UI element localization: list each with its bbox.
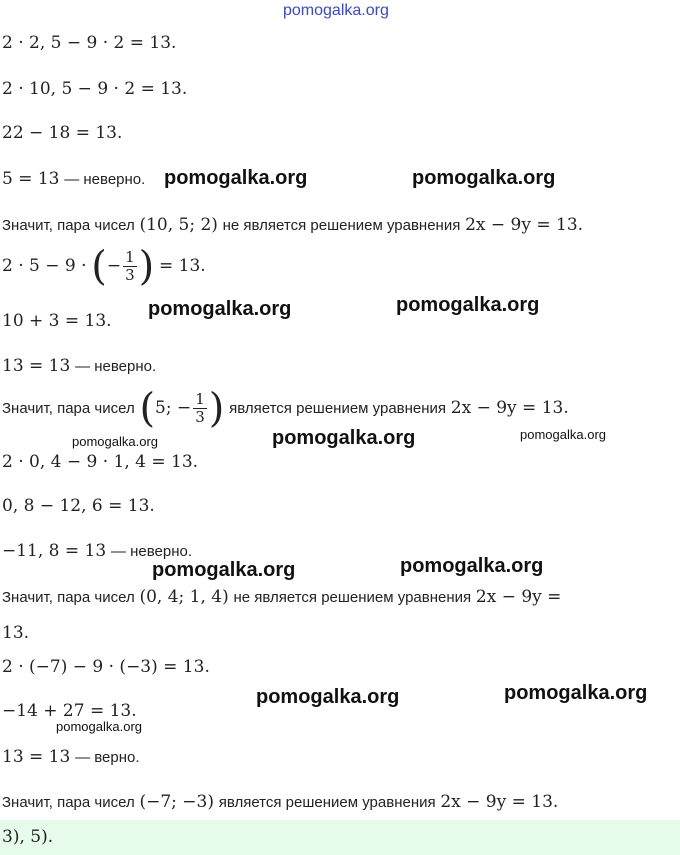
equation-line: −11, 8 = 13 — неверно. bbox=[2, 541, 192, 561]
watermark: pomogalka.org bbox=[148, 298, 292, 320]
watermark: pomogalka.org bbox=[396, 294, 540, 316]
equation-line: 5 = 13 — неверно. bbox=[2, 169, 146, 189]
conclusion-line: Значит, пара чисел (5; − $\frac{1}{3}$ ) является решением уравнения 2x − 9y = 13. bbox=[2, 385, 569, 432]
equation-line: 2 · 2, 5 − 9 · 2 = 13. bbox=[2, 33, 177, 53]
equation-line: 2 · 5 − 9 · (− $\frac{1}{3}$ ) = 13. bbox=[2, 243, 206, 290]
watermark: pomogalka.org bbox=[272, 427, 416, 449]
watermark: pomogalka.org bbox=[400, 555, 544, 577]
conclusion-line: Значит, пара чисел (10, 5; 2) не является решением уравнения 2x − 9y = 13. bbox=[2, 215, 584, 235]
equation-line: 13. bbox=[2, 623, 30, 643]
watermark: pomogalka.org bbox=[72, 434, 158, 449]
watermark: pomogalka.org bbox=[504, 682, 648, 704]
equation-line: 13 = 13 — верно. bbox=[2, 747, 140, 767]
conclusion-line: Значит, пара чисел (−7; −3) является решением уравнения 2x − 9y = 13. bbox=[2, 792, 559, 812]
equation-line: 2 · (−7) − 9 · (−3) = 13. bbox=[2, 657, 210, 677]
watermark: pomogalka.org bbox=[520, 427, 606, 442]
watermark: pomogalka.org bbox=[56, 719, 142, 734]
watermark: pomogalka.org bbox=[256, 686, 400, 708]
fraction: $\frac{1}{3}$ bbox=[125, 248, 135, 285]
answer-text: 3), 5). bbox=[2, 827, 54, 847]
fraction: $\frac{1}{3}$ bbox=[195, 390, 205, 427]
equation-line: 2 · 0, 4 − 9 · 1, 4 = 13. bbox=[2, 452, 199, 472]
watermark: pomogalka.org bbox=[164, 167, 308, 189]
watermark: pomogalka.org bbox=[412, 167, 556, 189]
equation-line: 10 + 3 = 13. bbox=[2, 311, 112, 331]
answer-panel bbox=[0, 820, 680, 855]
header-watermark: pomogalka.org bbox=[283, 2, 389, 19]
equation-line: −14 + 27 = 13. bbox=[2, 701, 137, 721]
equation-line: 22 − 18 = 13. bbox=[2, 123, 123, 143]
conclusion-line: Значит, пара чисел (0, 4; 1, 4) не является решением уравнения 2x − 9y = bbox=[2, 587, 562, 607]
watermark: pomogalka.org bbox=[152, 559, 296, 581]
equation-line: 13 = 13 — неверно. bbox=[2, 356, 157, 376]
equation-line: 2 · 10, 5 − 9 · 2 = 13. bbox=[2, 79, 188, 99]
equation-line: 0, 8 − 12, 6 = 13. bbox=[2, 496, 155, 516]
